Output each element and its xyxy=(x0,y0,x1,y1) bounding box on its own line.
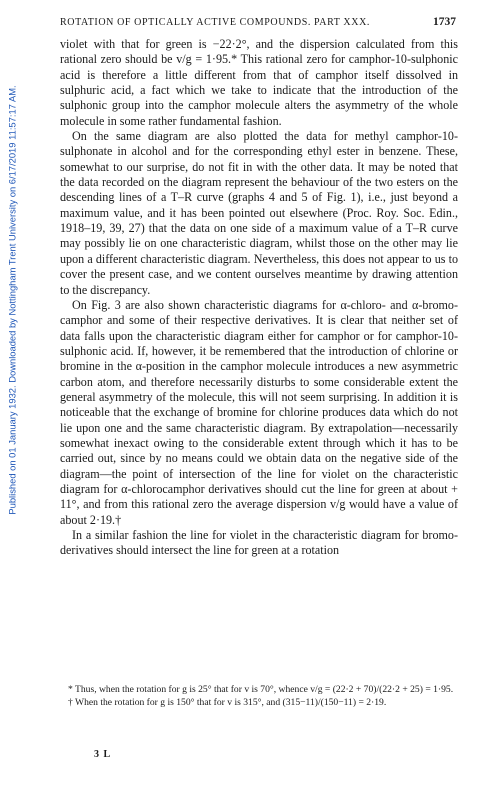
download-watermark xyxy=(5,30,19,570)
running-title: ROTATION OF OPTICALLY ACTIVE COMPOUNDS. PART XXX. xyxy=(60,17,370,28)
footnote: † When the rotation for g is 150° that for v is 315°, and (315−11)/(150−11) = 2·19. xyxy=(68,697,387,709)
page-number: 1737 xyxy=(433,16,456,28)
article-body xyxy=(60,37,458,559)
download-watermark-text: Published on 01 January 1932. Downloaded by Nottingham Trent University on 6/17/2019 11:57:17 AM. xyxy=(6,85,18,515)
signature-mark: 3 L xyxy=(94,749,112,760)
footnotes xyxy=(60,683,458,709)
paragraph: On the same diagram are also plotted the data for methyl camphor-10-sulphonate in alcohol and for the corresponding ethyl ester in benzene. These, somewhat to our surprise, do not fit in with the other data. It may be noted that the data recorded on the diagram represent the behaviour of the two esters on the descending lines of a T–R curve (graphs 4 and 5 of Fig. 1), i.e., just beyond a maximum value, and it has been pointed out elsewhere (Proc. Roy. Soc. Edin., 1918–19, 39, 27) that the data on one side of a maximum value of a T–R curve may possibly lie on one characteristic diagram, whilst those on the other may lie upon a different characteristic diagram. Nevertheless, this does not appear to us to cover the present case, and we content ourselves meantime by drawing attention to the discrepancy. xyxy=(60,129,458,297)
paragraph: In a similar fashion the line for violet in the characteristic diagram for bromo-derivatives should intersect the line for green at a rotation xyxy=(60,528,458,558)
footnote: * Thus, when the rotation for g is 25° that for v is 70°, whence v/g = (22·2 + 70)/(22·2 + 25) = 1·95. xyxy=(68,684,454,695)
paragraph: violet with that for green is −22·2°, and the dispersion calculated from this rational zero should be v/g = 1·95.* This rational zero for camphor-10-sulphonic acid is therefore a little different from that of camphor itself dissolved in sulphuric acid, a fact which we take to indicate that the introduction of the sulphonic group into the camphor molecule alters the asymmetry of the whole molecule in some rather fundamental fashion. xyxy=(60,37,458,128)
paragraph: On Fig. 3 are also shown characteristic diagrams for α-chloro- and α-bromo-camphor and some of their respective derivatives. It is clear that neither set of data falls upon the characteristic diagram either for camphor or for camphor-10-sulphonic acid. If, however, it be remembered that the introduction of chlorine or bromine in the α-position in the camphor molecule introduces a new asymmetric carbon atom, and therefore necessarily disturbs to some considerable extent the general asymmetry of the molecule, this will not seem surprising. In addition it is noticeable that the exchange of bromine for chlorine produces data which do not lie upon one and the same characteristic diagram. By extrapolation—necessarily somewhat inexact owing to the considerable extent through which it has to be carried out, since by no means could we obtain data on the negative side of the diagram—the point of intersection of the line for violet on the characteristic diagram for α-chlorocamphor derivatives should cut the line for green at about + 11°, and from this rational zero the average dispersion v/g would have a value of about 2·19.† xyxy=(60,297,458,527)
